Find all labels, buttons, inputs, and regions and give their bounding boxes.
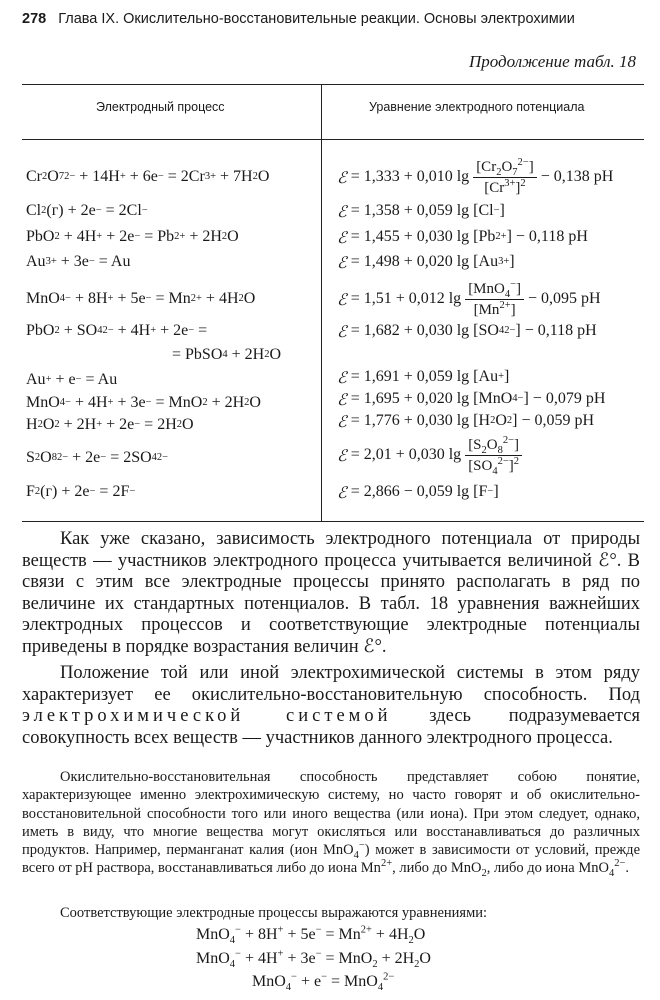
table-row-process: Au + + e − = Au bbox=[26, 371, 118, 388]
table-row-equation: ℰ = 2,866 − 0,059 lg [F − ] bbox=[337, 482, 499, 502]
table-row-process: F 2 (г) + 2e − = 2F − bbox=[26, 483, 136, 500]
page-number: 278 bbox=[22, 11, 47, 27]
table-row-process: S 2 O 8 2− + 2e − = 2SO 4 2− bbox=[26, 449, 169, 466]
equation-permanganate-2: $MnO_4^- + 4H^+ + 3e^- = MnO_2 + 2H_2O$ bbox=[196, 948, 431, 971]
table-continuation-caption: Продолжение табл. 18 bbox=[468, 52, 636, 71]
table-row-equation: ℰ = 1,682 + 0,030 lg [SO 4 2− ] − 0,118 pH bbox=[337, 321, 597, 341]
equation-permanganate-1: $MnO_4^- + 8H^+ + 5e^- = Mn^{2+} + 4H_2O$ bbox=[196, 924, 426, 947]
table-row-process: Cr 2 O 7 2− + 14H + + 6e − = 2Cr 3+ + 7H 2 O bbox=[26, 168, 270, 185]
paragraph-standard-potentials: Как уже сказано, зависимость электродного потенциала от природы веществ — участников электродного процесса учитывается величиной ℰ°. В связи с этим все электродные процессы принято располагать в ряд по величине их стандартных потенциалов. В табл. 18 уравнения важнейших электродных процессов и соответствующие электродные потенциалы приведены в порядке возрастания величин ℰ°. bbox=[22, 529, 640, 657]
table-header-rule bbox=[22, 139, 644, 140]
table-row-equation: ℰ = 1,691 + 0,059 lg [Au + ] bbox=[337, 367, 510, 387]
table-row-process: MnO 4 − + 4H + + 3e − = MnO 2 + 2H 2 O bbox=[26, 394, 261, 411]
running-title: Глава IX. Окислительно-восстановительные реакции. Основы электрохимии bbox=[58, 11, 575, 27]
table-row-equation: ℰ = 1,358 + 0,059 lg [Cl − ] bbox=[337, 201, 505, 221]
table-row-process: PbO 2 + SO 4 2− + 4H + + 2e − = bbox=[26, 322, 208, 339]
table-row-process: PbO 2 + 4H + + 2e − = Pb 2+ + 2H 2 O bbox=[26, 228, 239, 245]
running-header bbox=[22, 11, 642, 33]
paragraph-equations-intro: Соответствующие электродные процессы выражаются уравнениями: bbox=[60, 905, 488, 921]
table-top-rule bbox=[22, 84, 644, 85]
paragraph-electrochemical-system: Положение той или иной электрохимической системы в этом ряду характеризует ее окислительно-восстановительную способность. Под электрохимической системой здесь подразумевается совокупность всех веществ — участников данного электродного процесса. bbox=[22, 663, 640, 748]
table-row-process: MnO 4 − + 8H + + 5e − = Mn 2+ + 4H 2 O bbox=[26, 290, 256, 307]
col-header-process: Электродный процесс bbox=[96, 100, 225, 114]
term-electrochemical-system: электрохимической системой bbox=[22, 706, 392, 726]
table-row-process: H 2 O 2 + 2H + + 2e − = 2H 2 O bbox=[26, 416, 194, 433]
col-header-equation: Уравнение электродного потенциала bbox=[369, 100, 585, 114]
table-column-divider bbox=[321, 84, 322, 522]
table-row-equation: ℰ = 1,776 + 0,030 lg [H 2 O 2 ] − 0,059 pH bbox=[337, 411, 595, 431]
table-row-process: Cl 2 (г) + 2e − = 2Cl − bbox=[26, 202, 148, 219]
table-row-equation: ℰ = 1,51 + 0,012 lg $\frac{[MnO_4^-]}{[Mn^{2+}]}$ − 0,095 pH bbox=[337, 278, 601, 318]
table-row-equation: ℰ = 1,455 + 0,030 lg [Pb 2+ ] − 0,118 pH bbox=[337, 227, 588, 247]
table-row-equation: ℰ = 1,498 + 0,020 lg [Au 3+ ] bbox=[337, 252, 515, 272]
table-bottom-rule bbox=[22, 521, 644, 522]
table-row-process-continuation: = PbSO 4 + 2H 2 O bbox=[172, 346, 282, 363]
table-row-equation: ℰ = 1,695 + 0,020 lg [MnO 4 − ] − 0,079 pH bbox=[337, 389, 606, 409]
paragraph-redox-capacity: Окислительно-восстановительная способность представляет собою понятие, характеризующее именно электрохимическую систему, но часто говорят и об окислительно-восстановительной способности того или иного вещества (или иона). При этом следует, однако, иметь в виду, что многие вещества могут окисляться или восстанавливаться до различных продуктов. Например, перманганат калия (ион MnO$_4$−) может в зависимости от условий, прежде всего от pH раствора, восстанавливаться либо до иона $Mn^{2+}$, либо до MnO$_2$, либо до иона MnO$_4^{2-}$. bbox=[22, 769, 640, 880]
table-row-equation: ℰ = 1,333 + 0,010 lg $\frac{[Cr_2O_7^{2-}]}{[Cr^{3+}]^2}$ − 0,138 pH bbox=[337, 156, 614, 196]
table-row-equation: ℰ = 2,01 + 0,030 lg $\frac{[S_2O_8^{2-}]}{[SO_4^{2-}]^2}$ bbox=[337, 444, 526, 466]
table-row-process: Au 3+ + 3e − = Au bbox=[26, 253, 131, 270]
equation-permanganate-3: MnO$_4$− + e− = MnO$_4^{2-}$ bbox=[252, 971, 395, 994]
